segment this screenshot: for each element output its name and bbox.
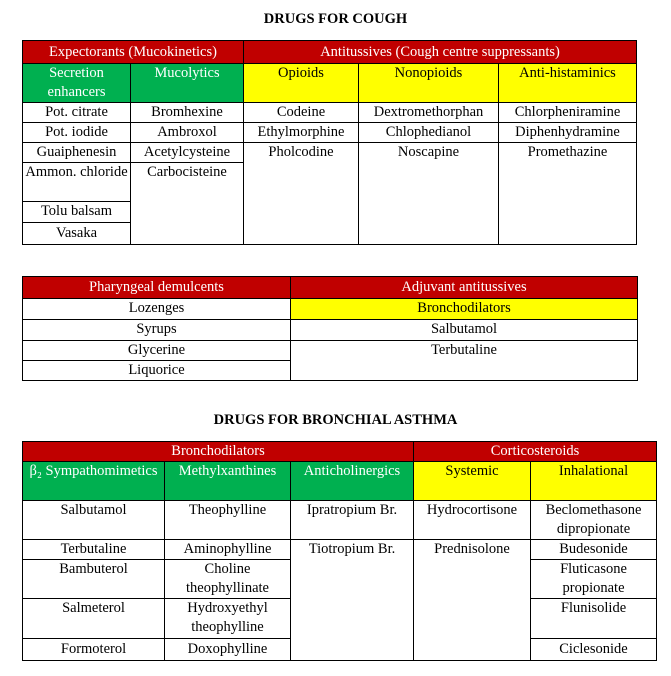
table-cell: Ambroxol xyxy=(131,123,244,143)
table-cell: Fluticasone propionate xyxy=(531,560,657,599)
anticholinergics-header: Anticholinergics xyxy=(291,462,414,501)
bronchodilators-header: Bronchodilators xyxy=(23,442,414,462)
corticosteroids-header: Corticosteroids xyxy=(414,442,657,462)
table-cell: Bambuterol xyxy=(23,560,165,599)
table-cell: Tolu balsam xyxy=(23,202,131,223)
table-cell: Salbutamol xyxy=(291,320,638,341)
secretion-enhancers-header: Secretion enhancers xyxy=(23,64,131,103)
sympathomimetics-header: β₂ Sympathomimetics xyxy=(23,462,165,501)
asthma-table xyxy=(22,441,657,661)
cough-title: DRUGS FOR COUGH xyxy=(263,11,408,27)
table-cell: Chlophedianol xyxy=(359,123,499,143)
table-cell: Syrups xyxy=(23,320,291,341)
antihistaminics-header: Anti-histaminics xyxy=(499,64,637,103)
table-cell: Budesonide xyxy=(531,540,657,560)
table-cell: Dextromethorphan xyxy=(359,103,499,123)
table-cell: Flunisolide xyxy=(531,599,657,639)
table-cell: Vasaka xyxy=(23,223,131,245)
table-cell: Ethylmorphine xyxy=(244,123,359,143)
table-cell: Ipratropium Br. xyxy=(291,501,414,540)
mucolytics-header: Mucolytics xyxy=(131,64,244,103)
table-cell: Formoterol xyxy=(23,639,165,661)
inhalational-header: Inhalational xyxy=(531,462,657,501)
table-cell: Choline theophyllinate xyxy=(165,560,291,599)
table-cell: Diphenhydramine xyxy=(499,123,637,143)
table-cell: Glycerine xyxy=(23,341,291,361)
table-cell: Theophylline xyxy=(165,501,291,540)
table-cell: Pot. iodide xyxy=(23,123,131,143)
table-cell: Chlorpheniramine xyxy=(499,103,637,123)
table-cell: Codeine xyxy=(244,103,359,123)
asthma-title: DRUGS FOR BRONCHIAL ASTHMA xyxy=(213,412,458,428)
systemic-header: Systemic xyxy=(414,462,531,501)
table-cell: Aminophylline xyxy=(165,540,291,560)
table-cell: Hydroxyethyl theophylline xyxy=(165,599,291,639)
pharyngeal-demulcents-header: Pharyngeal demulcents xyxy=(23,277,291,299)
table-cell: Terbutaline xyxy=(23,540,165,560)
table-cell: Liquorice xyxy=(23,361,291,381)
table-cell: Guaiphenesin xyxy=(23,143,131,163)
table-cell: Pot. citrate xyxy=(23,103,131,123)
cough-adjuvant-table xyxy=(22,276,638,381)
methylxanthines-header: Methylxanthines xyxy=(165,462,291,501)
table-cell: Carbocisteine xyxy=(131,163,244,245)
opioids-header: Opioids xyxy=(244,64,359,103)
table-cell: Ammon. chloride xyxy=(23,163,131,202)
table-cell: Acetylcysteine xyxy=(131,143,244,163)
table-cell: Lozenges xyxy=(23,299,291,320)
table-cell: Pholcodine xyxy=(244,143,359,245)
table-cell: Beclomethasone dipropionate xyxy=(531,501,657,540)
antitussives-header: Antitussives (Cough centre suppressants) xyxy=(244,41,637,64)
table-cell: Salmeterol xyxy=(23,599,165,639)
table-cell: Ciclesonide xyxy=(531,639,657,661)
table-cell: Salbutamol xyxy=(23,501,165,540)
table-cell: Hydrocortisone xyxy=(414,501,531,540)
table-cell: Bromhexine xyxy=(131,103,244,123)
table-cell: Tiotropium Br. xyxy=(291,540,414,661)
table-cell: Promethazine xyxy=(499,143,637,245)
table-cell: Noscapine xyxy=(359,143,499,245)
cough-table xyxy=(22,40,637,245)
expectorants-header: Expectorants (Mucokinetics) xyxy=(23,41,244,64)
table-cell: Prednisolone xyxy=(414,540,531,661)
table-cell: Terbutaline xyxy=(291,341,638,381)
nonopioids-header: Nonopioids xyxy=(359,64,499,103)
adjuvant-antitussives-header: Adjuvant antitussives xyxy=(291,277,638,299)
table-cell: Doxophylline xyxy=(165,639,291,661)
bronchodilators-subheader: Bronchodilators xyxy=(291,299,638,320)
